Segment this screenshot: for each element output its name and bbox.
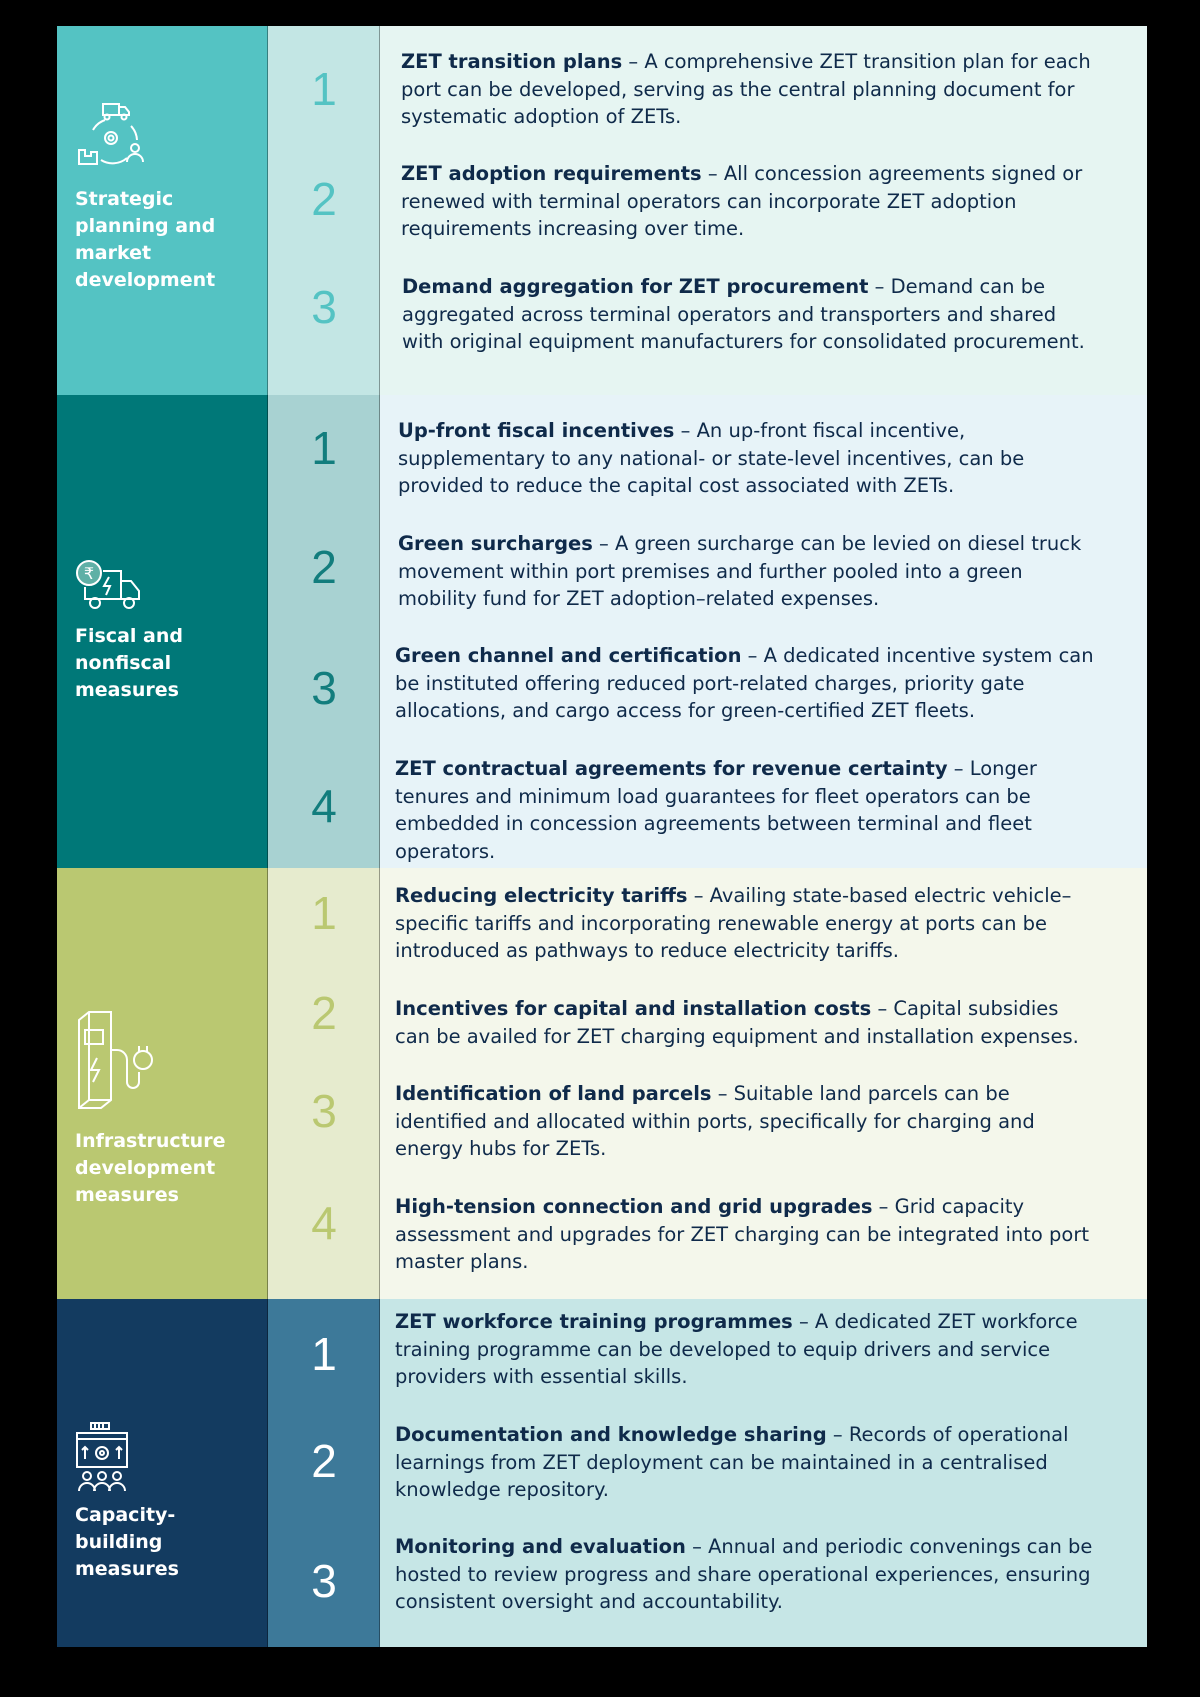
item-title: ZET transition plans: [401, 50, 623, 73]
ev-charger-icon: [75, 1010, 157, 1114]
section-strategic-planning: [57, 26, 1147, 395]
item-title: Green surcharges: [398, 532, 593, 555]
item-number: 2: [311, 1435, 337, 1487]
number-column: [268, 395, 380, 868]
items-column: [380, 26, 1147, 395]
list-item: [395, 1421, 1095, 1504]
list-item: [395, 755, 1095, 865]
item-title: Demand aggregation for ZET procurement: [402, 275, 869, 298]
item-number: 1: [311, 887, 337, 939]
truck-logistics-cycle-icon: [75, 102, 147, 172]
category-label: Infrastructure development measures: [75, 1130, 226, 1206]
category-label: Capacity- building measures: [75, 1504, 179, 1580]
item-title: Up-front fiscal incentives: [398, 419, 675, 442]
category-panel: [57, 26, 268, 395]
list-item: [398, 417, 1098, 500]
item-text: – Records of operational learnings from ZET deployment can be maintained in a centralised knowledge repository.: [395, 1423, 1069, 1501]
list-item: [401, 48, 1101, 131]
item-number: 3: [311, 281, 337, 333]
number-column: [268, 868, 380, 1299]
item-title: ZET workforce training programmes: [395, 1310, 793, 1333]
rupee-electric-truck-icon: [75, 559, 145, 619]
item-text: – A green surcharge can be levied on diesel truck movement within port premises and further pooled into a green mobility fund for ZET adoption–related expenses.: [398, 532, 1082, 610]
item-text: – A dedicated incentive system can be instituted offering reduced port-related charges, priority gate allocations, and cargo access for green-certified ZET fleets.: [395, 644, 1094, 722]
items-column: [380, 395, 1147, 868]
item-text: – Annual and periodic convenings can be hosted to review progress and share operational experiences, ensuring consistent oversight and accountability.: [395, 1535, 1093, 1613]
item-text: – Demand can be aggregated across terminal operators and transporters and shared with original equipment manufacturers for consolidated procurement.: [402, 275, 1085, 353]
list-item: [395, 1193, 1095, 1276]
item-title: High-tension connection and grid upgrades: [395, 1195, 873, 1218]
item-title: Incentives for capital and installation costs: [395, 997, 872, 1020]
category-label: Strategic planning and market development: [75, 188, 216, 291]
svg-text:₹: ₹: [83, 564, 95, 583]
item-title: Monitoring and evaluation: [395, 1535, 686, 1558]
item-number: 4: [311, 1197, 337, 1249]
item-title: ZET adoption requirements: [401, 162, 702, 185]
item-number: 3: [311, 1555, 337, 1607]
list-item: [398, 530, 1098, 613]
number-column: [268, 1299, 380, 1647]
item-number: 4: [311, 780, 337, 832]
item-text: – Grid capacity assessment and upgrades for ZET charging can be integrated into port master plans.: [395, 1195, 1090, 1273]
item-title: Identification of land parcels: [395, 1082, 712, 1105]
item-number: 1: [311, 422, 337, 474]
list-item: [401, 160, 1101, 243]
item-number: 2: [311, 541, 337, 593]
item-text: – Capital subsidies can be availed for ZET charging equipment and installation expenses.: [395, 997, 1079, 1048]
category-panel: [57, 1299, 268, 1647]
item-title: Documentation and knowledge sharing: [395, 1423, 827, 1446]
item-text: – Availing state-based electric vehicle–specific tariffs and incorporating renewable energy at ports can be introduced as pathways to reduce electricity tariffs.: [395, 884, 1072, 962]
item-title: ZET contractual agreements for revenue certainty: [395, 757, 948, 780]
item-number: 3: [311, 1085, 337, 1137]
item-text: – A dedicated ZET workforce training programme can be developed to equip drivers and service providers with essential skills.: [395, 1310, 1078, 1388]
item-number: 1: [311, 63, 337, 115]
item-text: – An up-front fiscal incentive, supplementary to any national- or state-level incentives, can be provided to reduce the capital cost associated with ZETs.: [398, 419, 1025, 497]
list-item: [395, 995, 1095, 1050]
item-text: – Longer tenures and minimum load guarantees for fleet operators can be embedded in concession agreements between terminal and fleet operators.: [395, 757, 1037, 863]
list-item: [402, 273, 1102, 356]
category-label: Fiscal and nonfiscal measures: [75, 625, 183, 701]
item-text: – All concession agreements signed or renewed with terminal operators can incorporate ZET adoption requirements increasing over time.: [401, 162, 1083, 240]
list-item: [395, 1308, 1095, 1391]
measures-table: [57, 26, 1147, 1647]
item-title: Green channel and certification: [395, 644, 742, 667]
item-number: 2: [311, 987, 337, 1039]
list-item: [395, 882, 1095, 965]
number-column: [268, 26, 380, 395]
item-text: – Suitable land parcels can be identified and allocated within ports, specifically for charging and energy hubs for ZETs.: [395, 1082, 1035, 1160]
section-infrastructure: [57, 868, 1147, 1299]
list-item: [395, 1080, 1095, 1163]
items-column: [380, 1299, 1147, 1647]
section-capacity-building: [57, 1299, 1147, 1647]
item-title: Reducing electricity tariffs: [395, 884, 688, 907]
category-panel: [57, 868, 268, 1299]
items-column: [380, 868, 1147, 1299]
list-item: [395, 642, 1095, 725]
item-number: 1: [311, 1328, 337, 1380]
list-item: [395, 1533, 1095, 1616]
category-panel: [57, 395, 268, 868]
item-text: – A comprehensive ZET transition plan for each port can be developed, serving as the central planning document for systematic adoption of ZETs.: [401, 50, 1091, 128]
item-number: 2: [311, 173, 337, 225]
training-board-people-icon: [75, 1421, 131, 1499]
section-fiscal-nonfiscal: [57, 395, 1147, 868]
item-number: 3: [311, 662, 337, 714]
